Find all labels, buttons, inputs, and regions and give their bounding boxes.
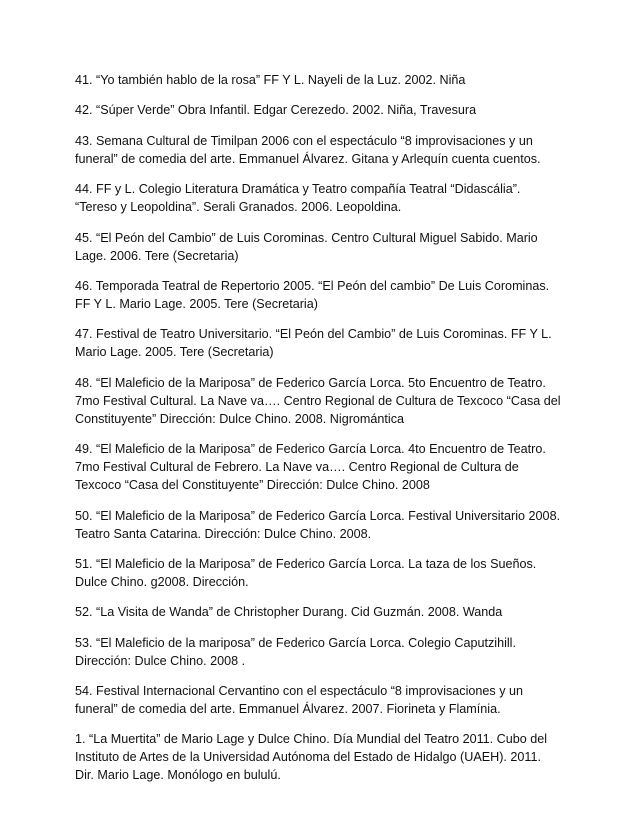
list-item [75, 440, 575, 494]
list-item [75, 682, 575, 718]
list-item [75, 277, 575, 313]
entry-line: 53. “El Maleficio de la mariposa” de Federico García Lorca. Colegio Caputzihill. [75, 635, 516, 650]
list-item [75, 101, 575, 119]
entry-line: FF Y L. Mario Lage. 2005. Tere (Secretaria) [75, 296, 318, 311]
list-item [75, 229, 575, 265]
entry-line: 1. “La Muertita” de Mario Lage y Dulce Chino. Día Mundial del Teatro 2011. Cubo del [75, 732, 548, 747]
entry-line: Instituto de Artes de la Universidad Autónoma del Estado de Hidalgo (UAEH). 2011. [75, 750, 542, 765]
list-item [75, 180, 575, 216]
entry-line: 52. “La Visita de Wanda” de Christopher Durang. Cid Guzmán. 2008. Wanda [75, 605, 503, 620]
entry-line: Constituyente” Dirección: Dulce Chino. 2008. Nigromántica [75, 411, 404, 426]
list-item [75, 374, 575, 428]
entry-line: 54. Festival Internacional Cervantino con el espectáculo “8 improvisaciones y un [75, 684, 524, 699]
entry-line: “Tereso y Leopoldina”. Serali Granados. 2006. Leopoldina. [75, 200, 402, 215]
entry-line: 45. “El Peón del Cambio” de Luis Corominas. Centro Cultural Miguel Sabido. Mario [75, 230, 538, 245]
entry-line: 43. Semana Cultural de Timilpan 2006 con el espectáculo “8 improvisaciones y un [75, 133, 533, 148]
entry-line: 49. “El Maleficio de la Mariposa” de Federico García Lorca. 4to Encuentro de Teatro. [75, 442, 546, 457]
entry-line: Dulce Chino. g2008. Dirección. [75, 574, 249, 589]
entry-line: 50. “El Maleficio de la Mariposa” de Federico García Lorca. Festival Universitario 2008. [75, 508, 561, 523]
entry-line: 41. “Yo también hablo de la rosa” FF Y L. Nayeli de la Luz. 2002. Niña [75, 73, 466, 87]
list-item [75, 730, 575, 784]
entry-line: funeral” de comedia del arte. Emmanuel Álvarez. Gitana y Arlequín cuenta cuentos. [75, 151, 541, 166]
entry-line: 46. Temporada Teatral de Repertorio 2005. “El Peón del cambio” De Luis Corominas. [75, 278, 550, 293]
entry-line: 7mo Festival Cultural. La Nave va…. Centro Regional de Cultura de Texcoco “Casa del [75, 393, 561, 408]
entry-line: 42. “Súper Verde” Obra Infantil. Edgar Cerezedo. 2002. Niña, Travesura [75, 103, 477, 118]
document-body [75, 71, 575, 797]
list-item [75, 555, 575, 591]
entry-line: Lage. 2006. Tere (Secretaria) [75, 248, 239, 263]
entry-line: 44. FF y L. Colegio Literatura Dramática y Teatro compañía Teatral “Didascália”. [75, 182, 521, 197]
entry-line: 7mo Festival Cultural de Febrero. La Nave va…. Centro Regional de Cultura de [75, 460, 519, 475]
entry-line: Dir. Mario Lage. Monólogo en bululú. [75, 768, 281, 783]
list-item [75, 507, 575, 543]
list-item [75, 71, 575, 89]
entry-line: 47. Festival de Teatro Universitario. “El Peón del Cambio” de Luis Corominas. FF Y L. [75, 327, 552, 342]
entry-line: 48. “El Maleficio de la Mariposa” de Federico García Lorca. 5to Encuentro de Teatro. [75, 375, 546, 390]
entry-line: Dirección: Dulce Chino. 2008 . [75, 653, 246, 668]
entry-line: Mario Lage. 2005. Tere (Secretaria) [75, 345, 274, 360]
list-item [75, 132, 575, 168]
entry-line: Texcoco “Casa del Constituyente” Dirección: Dulce Chino. 2008 [75, 478, 430, 493]
list-item [75, 634, 575, 670]
entry-line: 51. “El Maleficio de la Mariposa” de Federico García Lorca. La taza de los Sueños. [75, 556, 537, 571]
list-item [75, 603, 575, 621]
entry-line: funeral” de comedia del arte. Emmanuel Álvarez. 2007. Fiorineta y Flamínia. [75, 702, 501, 717]
entry-line: Teatro Santa Catarina. Dirección: Dulce Chino. 2008. [75, 526, 372, 541]
list-item [75, 325, 575, 361]
